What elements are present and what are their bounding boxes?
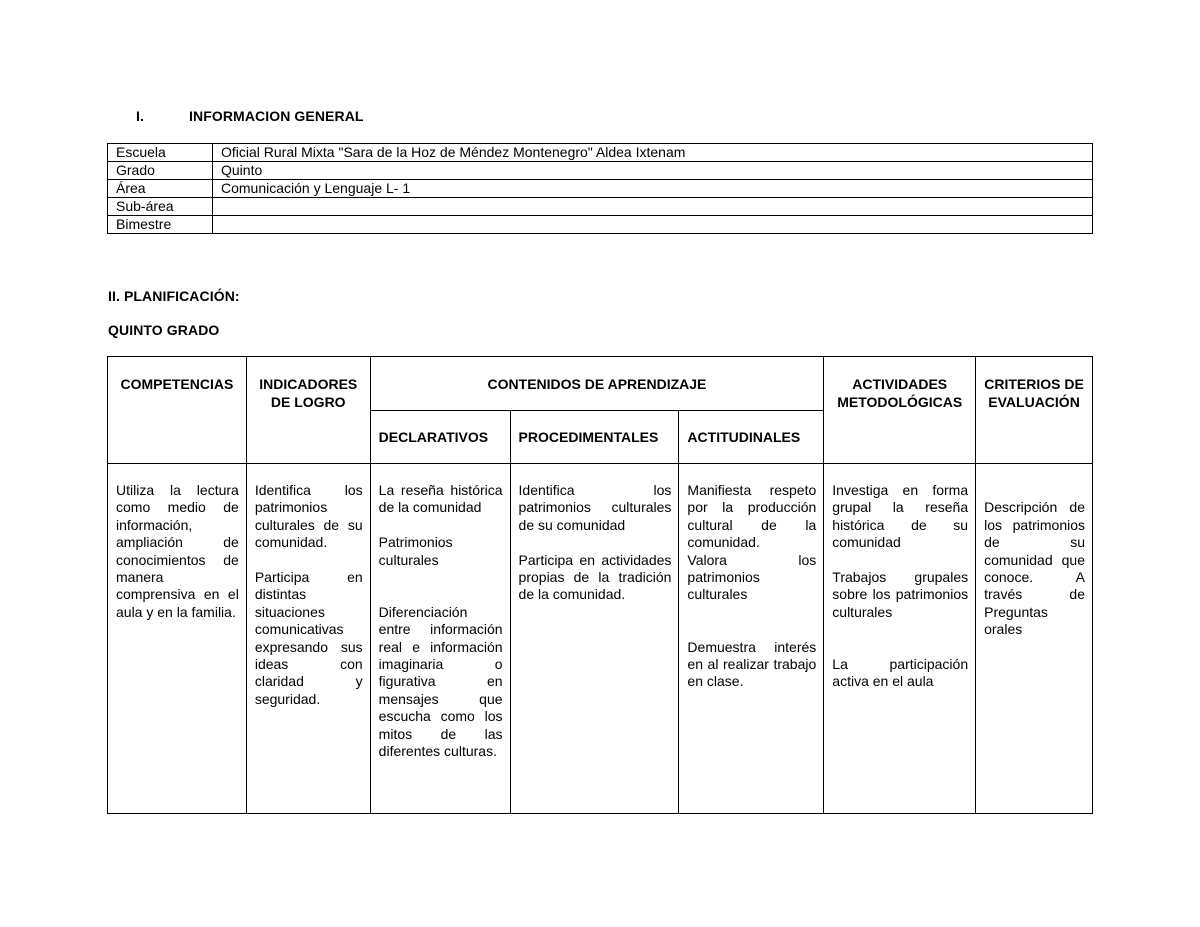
section-2-title: II. PLANIFICACIÓN:: [108, 288, 240, 304]
actitudinal-3: Demuestra interés en al realizar trabajo en clase.: [687, 638, 817, 690]
info-value-area: Comunicación y Lenguaje L- 1: [213, 180, 1093, 198]
indicador-2: Participa en distintas situaciones comunicativas expresando sus ideas con claridad y seguridad.: [254, 569, 363, 707]
declarativo-3: Diferenciación entre información real e información imaginaria o figurativa en mensajes que escucha como los mitos de las diferentes culturas.: [378, 603, 503, 760]
cell-indicadores: [246, 464, 370, 814]
cell-competencias: [108, 464, 247, 814]
table-row: [108, 162, 1093, 180]
section-1-number: I.: [136, 108, 144, 124]
cell-criterios: [976, 464, 1093, 814]
header-procedimentales: PROCEDIMENTALES: [510, 411, 679, 464]
header-criterios: CRITERIOS DE EVALUACIÓN: [976, 357, 1093, 464]
header-actividades: ACTIVIDADES METODOLÓGICAS: [824, 357, 976, 464]
actividad-2: Trabajos grupales sobre los patrimonios culturales: [832, 569, 969, 620]
table-header-row: [108, 357, 1093, 411]
cell-actividades: [824, 464, 976, 814]
table-row: [108, 216, 1093, 234]
procedimental-1: Identifica los patrimonios culturales de su comunidad: [518, 482, 672, 533]
planning-table: [107, 356, 1093, 814]
info-value-subarea: [213, 198, 1093, 216]
header-competencias: COMPETENCIAS: [108, 357, 247, 464]
procedimental-2: Participa en actividades propias de la tradición de la comunidad.: [518, 551, 672, 603]
actividad-1: Investiga en forma grupal la reseña histórica de su comunidad: [832, 482, 969, 551]
header-indicadores: INDICADORES DE LOGRO: [246, 357, 370, 464]
declarativo-2: Patrimonios culturales: [378, 534, 453, 568]
info-value-escuela: Oficial Rural Mixta "Sara de la Hoz de Méndez Montenegro" Aldea Ixtenam: [213, 144, 1093, 162]
table-row: [108, 198, 1093, 216]
cell-procedimentales: [510, 464, 679, 814]
info-label-escuela: Escuela: [108, 144, 213, 162]
header-declarativos: DECLARATIVOS: [370, 411, 510, 464]
table-row: [108, 144, 1093, 162]
indicador-1: Identifica los patrimonios culturales de su comunidad.: [254, 482, 363, 551]
cell-declarativos: [370, 464, 510, 814]
section-1-title: INFORMACION GENERAL: [189, 108, 364, 124]
actividad-3: La participación activa en el aula: [832, 656, 969, 690]
header-contenidos: CONTENIDOS DE APRENDIZAJE: [370, 357, 824, 411]
header-actitudinales: ACTITUDINALES: [679, 411, 824, 464]
section-1-heading: [136, 108, 364, 124]
cell-actitudinales: [679, 464, 824, 814]
table-row: [108, 464, 1093, 814]
competencia-text: Utiliza la lectura como medio de información, ampliación de conocimientos de manera comprensiva en el aula y en la familia.: [116, 482, 239, 620]
info-label-area: Área: [108, 180, 213, 198]
info-value-bimestre: [213, 216, 1093, 234]
info-label-subarea: Sub-área: [108, 198, 213, 216]
criterio-text: Descripción de los patrimonios de su comunidad que conoce. A través de Preguntas orales: [984, 499, 1085, 638]
section-2-subtitle: QUINTO GRADO: [108, 322, 220, 338]
general-info-table: [107, 143, 1093, 234]
actitudinal-2: Valora los patrimonios culturales: [687, 551, 817, 603]
info-value-grado: Quinto: [213, 162, 1093, 180]
table-row: [108, 180, 1093, 198]
declarativo-1: La reseña histórica de la comunidad: [378, 482, 503, 516]
actitudinal-1: Manifiesta respeto por la producción cultural de la comunidad.: [687, 482, 817, 551]
info-label-grado: Grado: [108, 162, 213, 180]
info-label-bimestre: Bimestre: [108, 216, 213, 234]
